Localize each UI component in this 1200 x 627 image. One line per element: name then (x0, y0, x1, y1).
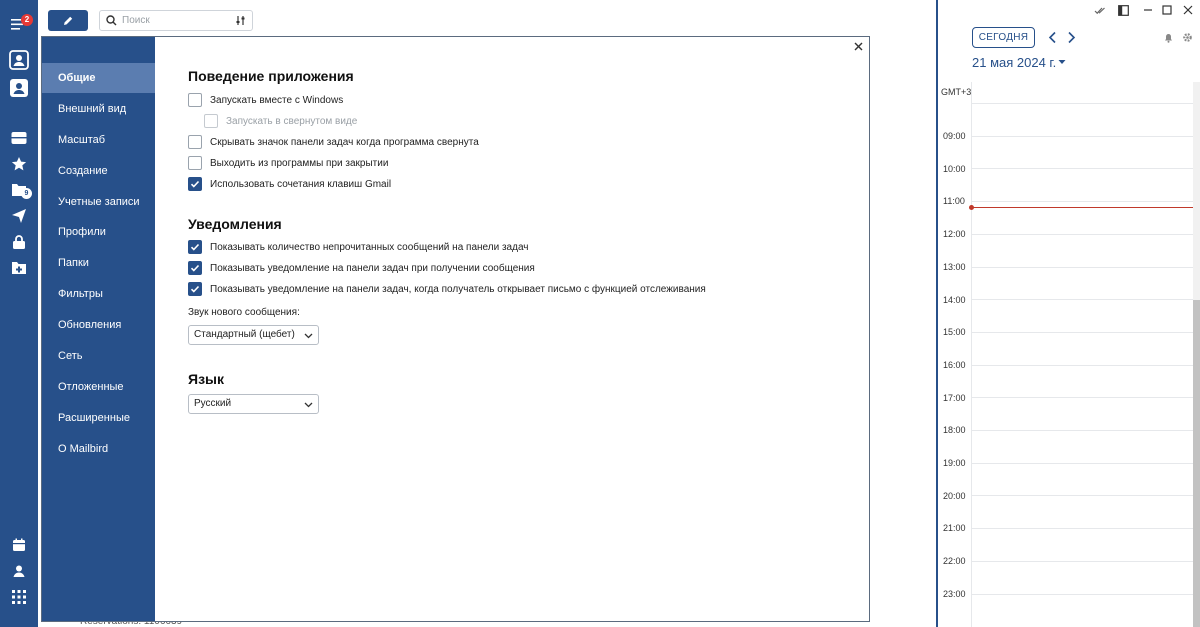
start-with-windows-option[interactable] (188, 92, 343, 108)
hour-label: 23:00 (943, 589, 966, 599)
nav-item-filters[interactable]: Фильтры (58, 288, 103, 300)
nav-item-about[interactable]: О Mailbird (58, 443, 109, 455)
scrollbar-thumb[interactable] (1193, 300, 1200, 627)
chevron-left-icon[interactable] (1048, 31, 1057, 44)
hour-label: 15:00 (943, 327, 966, 337)
hour-grid-line (972, 430, 1193, 431)
check-icon (190, 284, 200, 294)
read-status-icon[interactable] (1093, 3, 1107, 17)
option-label: Показывать уведомление на панели задач, когда получатель открывает письмо с функцией отслеживания (210, 283, 706, 295)
apps-icon[interactable] (0, 585, 38, 609)
compose-button[interactable] (48, 10, 88, 31)
sound-select-value: Стандартный (щебет) (194, 329, 295, 340)
hour-grid-line (972, 332, 1193, 333)
sound-label: Звук нового сообщения: (188, 307, 300, 318)
folder-add-icon[interactable] (0, 256, 38, 280)
filter-icon[interactable] (235, 15, 246, 26)
checkbox-checked[interactable] (188, 240, 202, 254)
app-rail (0, 0, 38, 627)
account-icon[interactable] (0, 48, 38, 72)
search-placeholder: Поиск (122, 15, 150, 26)
panel-toggle-icon[interactable] (1116, 3, 1130, 17)
close-window-icon[interactable] (1181, 3, 1195, 17)
hour-label: 19:00 (943, 458, 966, 468)
minimize-icon[interactable] (1141, 3, 1155, 17)
time-column-divider (971, 82, 972, 627)
caret-down-icon[interactable] (1058, 59, 1066, 65)
contacts-icon[interactable] (0, 559, 38, 583)
nav-item-compose[interactable]: Создание (58, 165, 108, 177)
hour-label: 18:00 (943, 425, 966, 435)
gear-icon[interactable] (1182, 32, 1193, 43)
hour-label: 09:00 (943, 131, 966, 141)
search-icon (106, 15, 117, 26)
hour-label: 11:00 (943, 196, 965, 206)
read-tracking-notification-option[interactable] (188, 281, 706, 297)
current-time-dot (969, 205, 974, 210)
check-icon (190, 263, 200, 273)
hour-grid-line (972, 561, 1193, 562)
language-title: Язык (188, 371, 224, 387)
chevron-down-icon (304, 400, 313, 409)
hour-grid-line (972, 267, 1193, 268)
pencil-icon (62, 15, 74, 27)
hour-label: 21:00 (943, 523, 966, 533)
hour-label: 14:00 (943, 295, 966, 305)
hour-label: 20:00 (943, 491, 966, 501)
search-box[interactable] (99, 10, 253, 31)
nav-item-general[interactable]: Общие (42, 63, 155, 93)
nav-item-scale[interactable]: Масштаб (58, 134, 106, 146)
star-icon[interactable] (0, 152, 38, 176)
nav-item-profiles[interactable]: Профили (58, 226, 106, 238)
nav-item-network[interactable]: Сеть (58, 350, 83, 362)
option-label: Использовать сочетания клавиш Gmail (210, 178, 392, 190)
hour-label: 10:00 (943, 164, 966, 174)
option-label: Показывать количество непрочитанных сообщений на панели задач (210, 241, 529, 253)
hide-taskbar-icon-option[interactable] (188, 134, 479, 150)
hour-grid-line (972, 397, 1193, 398)
hour-label: 22:00 (943, 556, 966, 566)
hour-grid-line (972, 201, 1193, 202)
hour-label: 13:00 (943, 262, 966, 272)
new-message-notification-option[interactable] (188, 260, 535, 276)
close-dialog-button[interactable] (854, 39, 863, 54)
option-label: Запускать в свернутом виде (226, 115, 358, 127)
checkbox[interactable] (188, 156, 202, 170)
start-minimized-option (204, 113, 357, 129)
account-icon[interactable] (0, 76, 38, 100)
nav-item-updates[interactable]: Обновления (58, 319, 122, 331)
nav-item-accounts[interactable]: Учетные записи (58, 196, 140, 208)
hour-grid-line (972, 528, 1193, 529)
calendar-icon[interactable] (0, 533, 38, 557)
nav-item-snoozed[interactable]: Отложенные (58, 381, 124, 393)
hour-grid-line (972, 103, 1193, 104)
sound-select[interactable] (188, 325, 319, 345)
option-label: Скрывать значок панели задач когда программа свернута (210, 136, 479, 148)
unread-badge: 2 (21, 14, 33, 26)
today-button[interactable]: СЕГОДНЯ (972, 27, 1035, 48)
notifications-title: Уведомления (188, 216, 282, 232)
hour-grid-line (972, 365, 1193, 366)
nav-item-appearance[interactable]: Внешний вид (58, 103, 127, 115)
hour-grid-line (972, 495, 1193, 496)
calendar-date[interactable]: 21 мая 2024 г. (972, 55, 1057, 70)
hour-label: 12:00 (943, 229, 966, 239)
option-label: Выходить из программы при закрытии (210, 157, 389, 169)
behavior-title: Поведение приложения (188, 68, 354, 84)
option-label: Запускать вместе с Windows (210, 94, 344, 106)
calendar-panel (938, 0, 1200, 627)
nav-item-folders[interactable]: Папки (58, 257, 89, 269)
hour-grid-line (972, 234, 1193, 235)
language-select[interactable] (188, 394, 319, 414)
current-time-line (972, 207, 1193, 208)
language-select-value: Русский (194, 398, 232, 409)
check-icon (190, 242, 200, 252)
chevron-right-icon[interactable] (1067, 31, 1076, 44)
close-icon (854, 42, 863, 51)
exit-on-close-option[interactable] (188, 155, 388, 171)
checkbox-checked[interactable] (188, 177, 202, 191)
hour-grid-line (972, 463, 1193, 464)
hour-label: 16:00 (943, 360, 966, 370)
hour-grid-line (972, 136, 1193, 137)
checkbox[interactable] (188, 93, 202, 107)
hour-grid-line (972, 299, 1193, 300)
option-label: Показывать уведомление на панели задач при получении сообщения (210, 262, 535, 274)
checkbox[interactable] (188, 135, 202, 149)
lock-icon[interactable] (0, 230, 38, 254)
hour-label: 17:00 (943, 393, 966, 403)
folder-badge: 9 (21, 188, 32, 199)
unread-count-option[interactable] (188, 239, 529, 255)
timezone-label: GMT+3 (941, 87, 972, 97)
maximize-icon[interactable] (1160, 3, 1174, 17)
settings-nav (42, 37, 155, 621)
gmail-shortcuts-option[interactable] (188, 176, 391, 192)
inbox-icon[interactable] (0, 126, 38, 150)
check-icon (190, 179, 200, 189)
bell-icon[interactable] (1163, 32, 1174, 43)
hour-grid-line (972, 168, 1193, 169)
checkbox-checked[interactable] (188, 261, 202, 275)
checkbox-checked[interactable] (188, 282, 202, 296)
folder-icon[interactable] (0, 178, 38, 202)
send-icon[interactable] (0, 204, 38, 228)
menu-icon[interactable] (0, 12, 38, 36)
chevron-down-icon (304, 331, 313, 340)
nav-item-advanced[interactable]: Расширенные (58, 412, 130, 424)
settings-dialog (41, 36, 870, 622)
hour-grid-line (972, 594, 1193, 595)
checkbox (204, 114, 218, 128)
